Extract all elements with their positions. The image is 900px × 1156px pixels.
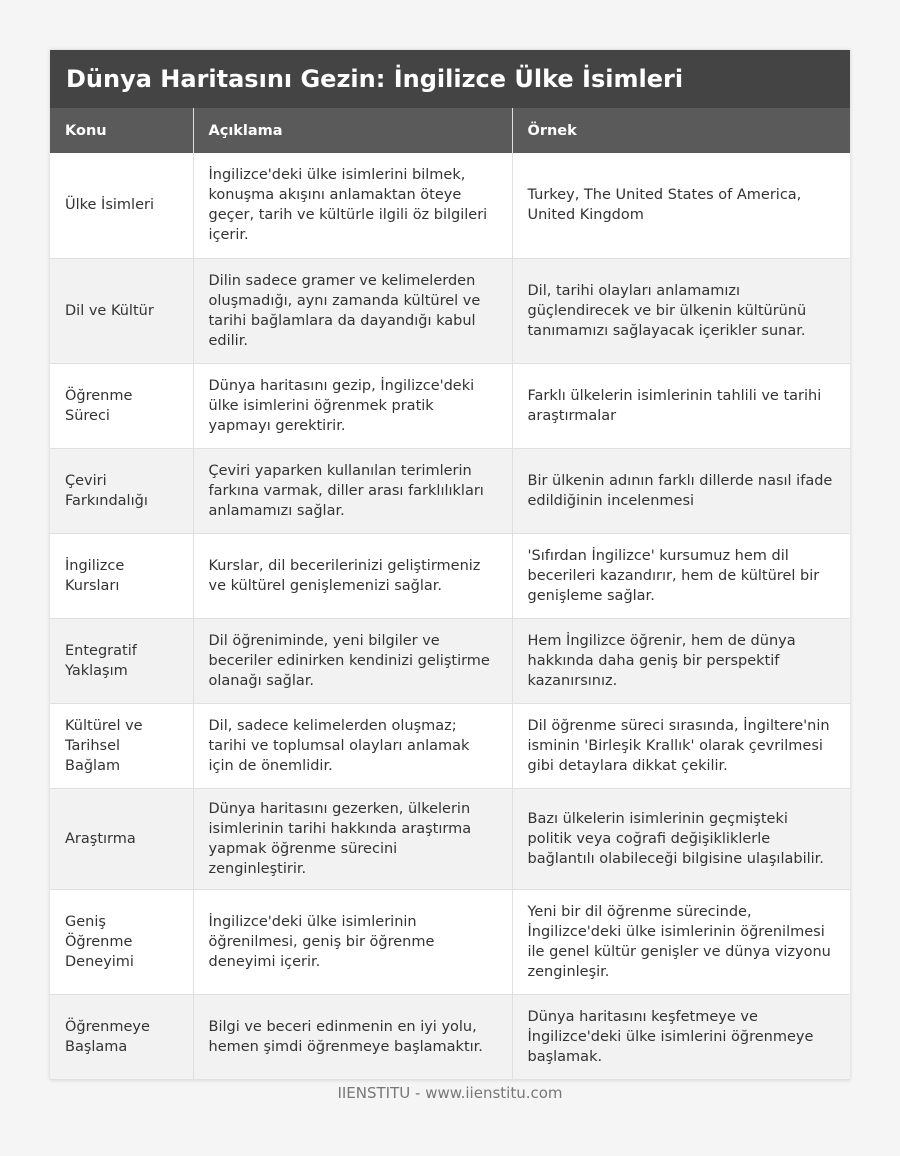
- column-header-description: Açıklama: [193, 108, 512, 153]
- table-row: [50, 994, 850, 1079]
- topic-cell: Dil ve Kültür: [50, 258, 193, 363]
- topics-table: [50, 108, 850, 1080]
- description-cell: İngilizce'deki ülke isimlerini bilmek, konuşma akışını anlamaktan öteye geçer, tarih ve kültürle ilgili öz bilgileri içerir.: [193, 153, 512, 258]
- table-row: [50, 703, 850, 788]
- example-cell: Yeni bir dil öğrenme sürecinde, İngilizce'deki ülke isimlerinin öğrenilmesi ile genel kültür genişler ve dünya vizyonu zenginleşir.: [512, 889, 850, 994]
- description-cell: Kurslar, dil becerilerinizi geliştirmeniz ve kültürel genişlemenizi sağlar.: [193, 533, 512, 618]
- topic-cell: Ülke İsimleri: [50, 153, 193, 258]
- example-cell: Dünya haritasını keşfetmeye ve İngilizce'deki ülke isimlerini öğrenmeye başlamak.: [512, 994, 850, 1079]
- description-cell: İngilizce'deki ülke isimlerinin öğrenilmesi, geniş bir öğrenme deneyimi içerir.: [193, 889, 512, 994]
- table-row: [50, 618, 850, 703]
- description-cell: Dünya haritasını gezip, İngilizce'deki ülke isimlerini öğrenmek pratik yapmayı gerektirir.: [193, 363, 512, 448]
- table-row: [50, 889, 850, 994]
- table-row: [50, 363, 850, 448]
- page-title: Dünya Haritasını Gezin: İngilizce Ülke İsimleri: [50, 50, 850, 108]
- description-cell: Dil öğreniminde, yeni bilgiler ve beceriler edinirken kendinizi geliştirme olanağı sağlar.: [193, 618, 512, 703]
- example-cell: 'Sıfırdan İngilizce' kursumuz hem dil becerileri kazandırır, hem de kültürel bir genişleme sağlar.: [512, 533, 850, 618]
- topic-cell: Kültürel ve Tarihsel Bağlam: [50, 703, 193, 788]
- description-cell: Çeviri yaparken kullanılan terimlerin farkına varmak, diller arası farklılıkları anlamamızı sağlar.: [193, 448, 512, 533]
- table-row: [50, 153, 850, 258]
- example-cell: Bazı ülkelerin isimlerinin geçmişteki politik veya coğrafi değişikliklerle bağlantılı olabileceği bilgisine ulaşılabilir.: [512, 788, 850, 889]
- column-header-example: Örnek: [512, 108, 850, 153]
- example-cell: Dil, tarihi olayları anlamamızı güçlendirecek ve bir ülkenin kültürünü tanımamızı sağlayacak içerikler sunar.: [512, 258, 850, 363]
- table-row: [50, 533, 850, 618]
- topic-cell: Entegratif Yaklaşım: [50, 618, 193, 703]
- example-cell: Bir ülkenin adının farklı dillerde nasıl ifade edildiğinin incelenmesi: [512, 448, 850, 533]
- topic-cell: Öğrenme Süreci: [50, 363, 193, 448]
- description-cell: Dilin sadece gramer ve kelimelerden oluşmadığı, aynı zamanda kültürel ve tarihi bağlamlara da dayandığı kabul edilir.: [193, 258, 512, 363]
- table-row: [50, 788, 850, 889]
- content-card: [50, 50, 850, 1080]
- topic-cell: Öğrenmeye Başlama: [50, 994, 193, 1079]
- description-cell: Dil, sadece kelimelerden oluşmaz; tarihi ve toplumsal olayları anlamak için de önemlidir.: [193, 703, 512, 788]
- description-cell: Dünya haritasını gezerken, ülkelerin isimlerinin tarihi hakkında araştırma yapmak öğrenme sürecini zenginleştirir.: [193, 788, 512, 889]
- table-header-row: [50, 108, 850, 153]
- table-row: [50, 258, 850, 363]
- example-cell: Farklı ülkelerin isimlerinin tahlili ve tarihi araştırmalar: [512, 363, 850, 448]
- topic-cell: İngilizce Kursları: [50, 533, 193, 618]
- footer-credit: IIENSTITU - www.iienstitu.com: [337, 1084, 563, 1102]
- description-cell: Bilgi ve beceri edinmenin en iyi yolu, hemen şimdi öğrenmeye başlamaktır.: [193, 994, 512, 1079]
- table-row: [50, 448, 850, 533]
- example-cell: Hem İngilizce öğrenir, hem de dünya hakkında daha geniş bir perspektif kazanırsınız.: [512, 618, 850, 703]
- example-cell: Turkey, The United States of America, United Kingdom: [512, 153, 850, 258]
- topic-cell: Çeviri Farkındalığı: [50, 448, 193, 533]
- column-header-topic: Konu: [50, 108, 193, 153]
- topic-cell: Araştırma: [50, 788, 193, 889]
- topic-cell: Geniş Öğrenme Deneyimi: [50, 889, 193, 994]
- example-cell: Dil öğrenme süreci sırasında, İngiltere'nin isminin 'Birleşik Krallık' olarak çevrilmesi gibi detaylara dikkat çekilir.: [512, 703, 850, 788]
